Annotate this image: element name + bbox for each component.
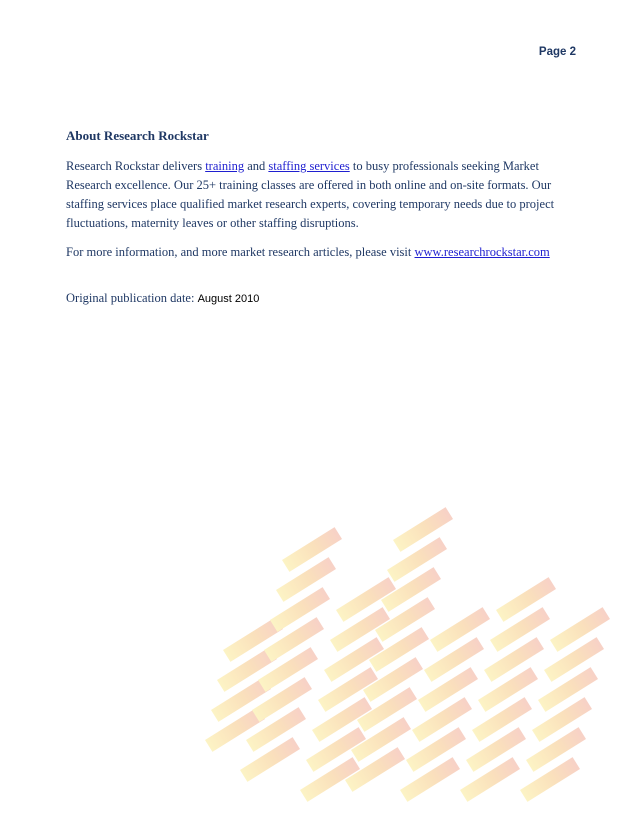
website-link[interactable]: www.researchrockstar.com: [414, 245, 550, 259]
about-text-3: to busy professionals seeking Market Research excellence. Our 25+ training classes are offered in both online and on-site formats. Our staffing services place qualified market research experts, covering temporary needs due to project fluctuations, maternity leaves or other staffing disruptions.: [66, 159, 555, 230]
publication-date: [66, 291, 556, 306]
about-section: [66, 128, 556, 306]
publication-date-value: August 2010: [197, 293, 260, 305]
page-number: Page 2: [538, 46, 576, 58]
info-text: For more information, and more market research articles, please visit: [66, 245, 415, 259]
about-text-1: Research Rockstar delivers: [66, 159, 206, 173]
about-text-2: and: [244, 159, 269, 173]
training-link[interactable]: training: [205, 159, 245, 173]
staffing-services-link[interactable]: staffing services: [268, 159, 350, 173]
info-paragraph: [66, 243, 556, 262]
section-heading: About Research Rockstar: [66, 128, 209, 143]
about-paragraph: [66, 157, 556, 233]
publication-date-label: Original publication date:: [66, 291, 198, 305]
